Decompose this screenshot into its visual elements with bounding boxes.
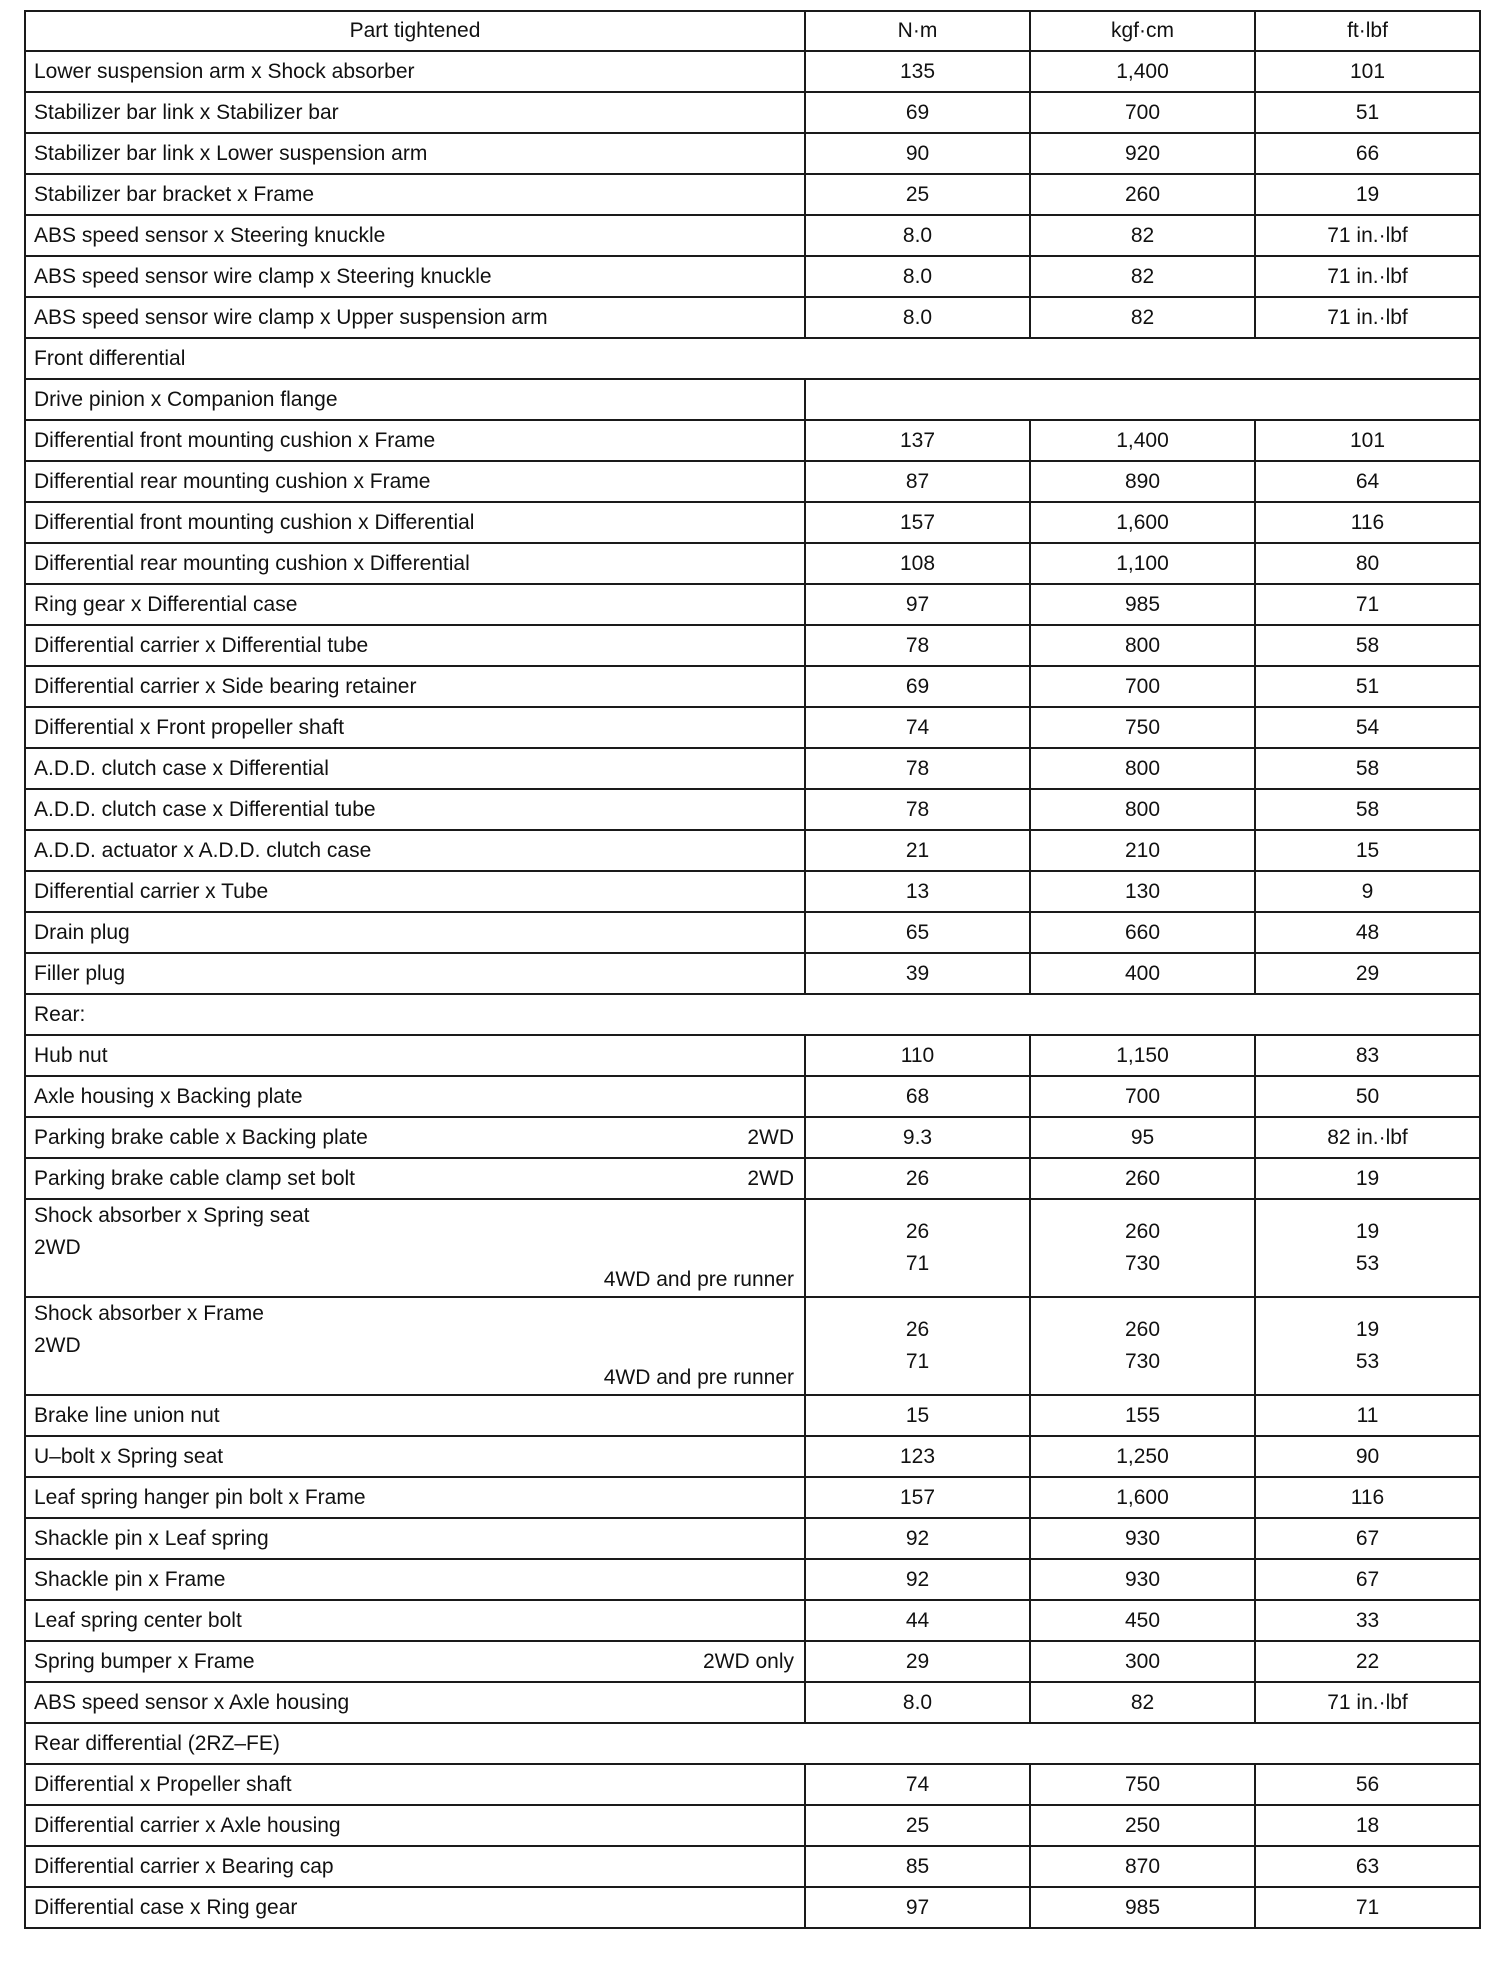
part-cell: Differential carrier x Axle housing bbox=[25, 1805, 805, 1846]
table-row bbox=[25, 830, 1480, 871]
table-row bbox=[25, 1518, 1480, 1559]
part-with-note bbox=[34, 1650, 794, 1674]
ft-cell: 50 bbox=[1255, 1076, 1480, 1117]
kgf-cell: 930 bbox=[1030, 1518, 1255, 1559]
table-row bbox=[25, 1641, 1480, 1682]
ft-cell: 22 bbox=[1255, 1641, 1480, 1682]
table-row bbox=[25, 912, 1480, 953]
table-row bbox=[25, 51, 1480, 92]
nm-cell: 85 bbox=[805, 1846, 1030, 1887]
kgf-cell: 300 bbox=[1030, 1641, 1255, 1682]
ft-cell bbox=[1255, 1199, 1480, 1297]
kgf-cell: 985 bbox=[1030, 584, 1255, 625]
table-row bbox=[25, 953, 1480, 994]
part-cell: ABS speed sensor wire clamp x Upper suspension arm bbox=[25, 297, 805, 338]
ft-cell: 116 bbox=[1255, 502, 1480, 543]
table-row bbox=[25, 256, 1480, 297]
section-row-front-differential bbox=[25, 338, 1480, 379]
ft-cell: 82 in.·lbf bbox=[1255, 1117, 1480, 1158]
kgf-cell: 450 bbox=[1030, 1600, 1255, 1641]
table-row bbox=[25, 1436, 1480, 1477]
kgf-cell: 400 bbox=[1030, 953, 1255, 994]
ft-cell: 71 in.·lbf bbox=[1255, 297, 1480, 338]
header-kgfcm: kgf·cm bbox=[1030, 11, 1255, 51]
part-cell: Differential carrier x Differential tube bbox=[25, 625, 805, 666]
part-cell bbox=[25, 1158, 805, 1199]
section-row-rear-differential bbox=[25, 1723, 1480, 1764]
table-row bbox=[25, 1600, 1480, 1641]
part-cell: A.D.D. actuator x A.D.D. clutch case bbox=[25, 830, 805, 871]
part-label: Parking brake cable x Backing plate bbox=[34, 1125, 368, 1149]
nm-cell: 97 bbox=[805, 1887, 1030, 1928]
part-cell: Shackle pin x Leaf spring bbox=[25, 1518, 805, 1559]
ft-cell: 71 in.·lbf bbox=[1255, 1682, 1480, 1723]
ft-cell: 71 bbox=[1255, 1887, 1480, 1928]
kgf-cell: 700 bbox=[1030, 666, 1255, 707]
ft-value: 53 bbox=[1355, 1252, 1380, 1275]
ft-cell: 71 in.·lbf bbox=[1255, 256, 1480, 297]
ft-cell: 83 bbox=[1255, 1035, 1480, 1076]
ft-cell: 67 bbox=[1255, 1518, 1480, 1559]
ft-cell: 54 bbox=[1255, 707, 1480, 748]
table-row bbox=[25, 502, 1480, 543]
ft-cell: 58 bbox=[1255, 789, 1480, 830]
ft-cell: 18 bbox=[1255, 1805, 1480, 1846]
kgf-cell: 82 bbox=[1030, 1682, 1255, 1723]
part-cell: Differential carrier x Side bearing retainer bbox=[25, 666, 805, 707]
table-row bbox=[25, 461, 1480, 502]
ft-value: 19 bbox=[1355, 1220, 1380, 1243]
ft-cell: 63 bbox=[1255, 1846, 1480, 1887]
ft-cell: 101 bbox=[1255, 51, 1480, 92]
ft-cell: 90 bbox=[1255, 1436, 1480, 1477]
nm-cell: 108 bbox=[805, 543, 1030, 584]
header-part: Part tightened bbox=[25, 11, 805, 51]
part-label: Parking brake cable clamp set bolt bbox=[34, 1166, 355, 1190]
kgf-cell bbox=[1030, 1297, 1255, 1395]
ft-cell: 51 bbox=[1255, 92, 1480, 133]
part-cell: Stabilizer bar link x Stabilizer bar bbox=[25, 92, 805, 133]
part-cell: ABS speed sensor wire clamp x Steering knuckle bbox=[25, 256, 805, 297]
nm-cell bbox=[805, 1199, 1030, 1297]
ft-cell: 56 bbox=[1255, 1764, 1480, 1805]
nm-cell bbox=[805, 1297, 1030, 1395]
table-row bbox=[25, 1559, 1480, 1600]
nm-cell: 25 bbox=[805, 174, 1030, 215]
ft-cell: 58 bbox=[1255, 625, 1480, 666]
variant-note: 2WD bbox=[34, 1236, 81, 1259]
part-cell bbox=[25, 1641, 805, 1682]
kgf-cell bbox=[1030, 1199, 1255, 1297]
part-cell: A.D.D. clutch case x Differential tube bbox=[25, 789, 805, 830]
table-row bbox=[25, 1805, 1480, 1846]
part-lines bbox=[34, 1298, 794, 1394]
kgf-cell: 750 bbox=[1030, 707, 1255, 748]
header-nm: N·m bbox=[805, 11, 1030, 51]
ft-cell: 67 bbox=[1255, 1559, 1480, 1600]
kgf-cell: 800 bbox=[1030, 625, 1255, 666]
nm-value: 71 bbox=[905, 1350, 930, 1373]
table-row bbox=[25, 1846, 1480, 1887]
part-line-1 bbox=[34, 1298, 794, 1362]
nm-cell: 157 bbox=[805, 1477, 1030, 1518]
kgf-cell: 700 bbox=[1030, 1076, 1255, 1117]
table-row bbox=[25, 1395, 1480, 1436]
variant-note: 2WD bbox=[747, 1166, 794, 1190]
ft-cell: 11 bbox=[1255, 1395, 1480, 1436]
kgf-cell: 260 bbox=[1030, 174, 1255, 215]
nm-value: 26 bbox=[905, 1318, 930, 1341]
kgf-cell: 250 bbox=[1030, 1805, 1255, 1846]
table-row bbox=[25, 625, 1480, 666]
table-row bbox=[25, 543, 1480, 584]
table-row bbox=[25, 1158, 1480, 1199]
nm-value: 71 bbox=[905, 1252, 930, 1275]
part-cell: Differential x Front propeller shaft bbox=[25, 707, 805, 748]
nm-cell: 68 bbox=[805, 1076, 1030, 1117]
part-cell: Lower suspension arm x Shock absorber bbox=[25, 51, 805, 92]
kgf-cell: 82 bbox=[1030, 297, 1255, 338]
ft-cell: 15 bbox=[1255, 830, 1480, 871]
part-cell: Hub nut bbox=[25, 1035, 805, 1076]
part-cell: U–bolt x Spring seat bbox=[25, 1436, 805, 1477]
nm-cell: 78 bbox=[805, 789, 1030, 830]
table-row bbox=[25, 1477, 1480, 1518]
part-with-note bbox=[34, 1167, 794, 1191]
nm-cell: 25 bbox=[805, 1805, 1030, 1846]
variant-note: 4WD and pre runner bbox=[603, 1366, 794, 1389]
kgf-cell: 82 bbox=[1030, 256, 1255, 297]
ft-cell: 51 bbox=[1255, 666, 1480, 707]
ft-cell: 64 bbox=[1255, 461, 1480, 502]
ft-cell: 80 bbox=[1255, 543, 1480, 584]
table-row bbox=[25, 1887, 1480, 1928]
table-row bbox=[25, 1297, 1480, 1395]
part-label: Shock absorber x Spring seat bbox=[34, 1204, 310, 1227]
nm-cell: 137 bbox=[805, 420, 1030, 461]
nm-cell: 110 bbox=[805, 1035, 1030, 1076]
section-label: Front differential bbox=[25, 338, 1480, 379]
part-cell bbox=[25, 1199, 805, 1297]
variant-note: 2WD only bbox=[702, 1649, 794, 1673]
table-row bbox=[25, 1764, 1480, 1805]
kgf-cell: 920 bbox=[1030, 133, 1255, 174]
part-cell: ABS speed sensor x Axle housing bbox=[25, 1682, 805, 1723]
table-row bbox=[25, 748, 1480, 789]
nm-cell: 157 bbox=[805, 502, 1030, 543]
table-row bbox=[25, 215, 1480, 256]
ft-cell: 19 bbox=[1255, 174, 1480, 215]
part-with-note bbox=[34, 1126, 794, 1150]
table-row bbox=[25, 174, 1480, 215]
kgf-cell: 1,600 bbox=[1030, 1477, 1255, 1518]
section-row-rear bbox=[25, 994, 1480, 1035]
kgf-cell: 1,250 bbox=[1030, 1436, 1255, 1477]
nm-cell: 92 bbox=[805, 1518, 1030, 1559]
ft-cell: 71 bbox=[1255, 584, 1480, 625]
nm-cell: 8.0 bbox=[805, 215, 1030, 256]
part-label: Spring bumper x Frame bbox=[34, 1649, 255, 1673]
part-line-1 bbox=[34, 1200, 794, 1264]
kgf-cell: 155 bbox=[1030, 1395, 1255, 1436]
part-cell: Stabilizer bar bracket x Frame bbox=[25, 174, 805, 215]
ft-cell: 116 bbox=[1255, 1477, 1480, 1518]
part-cell: Leaf spring center bolt bbox=[25, 1600, 805, 1641]
kgf-cell: 1,100 bbox=[1030, 543, 1255, 584]
table-row bbox=[25, 1035, 1480, 1076]
part-cell: Brake line union nut bbox=[25, 1395, 805, 1436]
kgf-cell: 930 bbox=[1030, 1559, 1255, 1600]
kgf-cell: 750 bbox=[1030, 1764, 1255, 1805]
nm-cell: 69 bbox=[805, 92, 1030, 133]
nm-cell: 74 bbox=[805, 1764, 1030, 1805]
table-row bbox=[25, 379, 1480, 420]
ft-cell: 101 bbox=[1255, 420, 1480, 461]
kgf-cell: 1,600 bbox=[1030, 502, 1255, 543]
ft-cell: 71 in.·lbf bbox=[1255, 215, 1480, 256]
header-ftlbf: ft·lbf bbox=[1255, 11, 1480, 51]
part-cell: Filler plug bbox=[25, 953, 805, 994]
nm-cell: 78 bbox=[805, 748, 1030, 789]
nm-cell: 8.0 bbox=[805, 256, 1030, 297]
kgf-value: 730 bbox=[1124, 1252, 1161, 1275]
torque-spec-table-wrapper bbox=[24, 10, 1479, 1929]
kgf-cell: 1,400 bbox=[1030, 51, 1255, 92]
part-cell: Leaf spring hanger pin bolt x Frame bbox=[25, 1477, 805, 1518]
part-cell: Differential rear mounting cushion x Differential bbox=[25, 543, 805, 584]
part-cell: Differential x Propeller shaft bbox=[25, 1764, 805, 1805]
nm-cell: 9.3 bbox=[805, 1117, 1030, 1158]
part-cell: ABS speed sensor x Steering knuckle bbox=[25, 215, 805, 256]
section-label: Rear: bbox=[25, 994, 1480, 1035]
kgf-cell: 660 bbox=[1030, 912, 1255, 953]
ft-cell: 29 bbox=[1255, 953, 1480, 994]
kgf-cell: 870 bbox=[1030, 1846, 1255, 1887]
ft-cell bbox=[1255, 1297, 1480, 1395]
kgf-cell: 260 bbox=[1030, 1158, 1255, 1199]
ft-value: 53 bbox=[1355, 1350, 1380, 1373]
nm-cell: 44 bbox=[805, 1600, 1030, 1641]
kgf-cell: 985 bbox=[1030, 1887, 1255, 1928]
part-cell: Shackle pin x Frame bbox=[25, 1559, 805, 1600]
table-row bbox=[25, 133, 1480, 174]
part-cell: Differential front mounting cushion x Differential bbox=[25, 502, 805, 543]
nm-cell: 65 bbox=[805, 912, 1030, 953]
ft-cell: 19 bbox=[1255, 1158, 1480, 1199]
nm-cell: 87 bbox=[805, 461, 1030, 502]
part-cell: Differential case x Ring gear bbox=[25, 1887, 805, 1928]
variant-note: 2WD bbox=[747, 1125, 794, 1149]
part-lines bbox=[34, 1200, 794, 1296]
nm-cell: 21 bbox=[805, 830, 1030, 871]
nm-cell: 90 bbox=[805, 133, 1030, 174]
kgf-value: 260 bbox=[1124, 1220, 1161, 1243]
table-row bbox=[25, 1076, 1480, 1117]
nm-cell: 8.0 bbox=[805, 1682, 1030, 1723]
kgf-cell: 890 bbox=[1030, 461, 1255, 502]
part-cell: Ring gear x Differential case bbox=[25, 584, 805, 625]
nm-cell: 74 bbox=[805, 707, 1030, 748]
ft-cell: 9 bbox=[1255, 871, 1480, 912]
kgf-value: 260 bbox=[1124, 1318, 1161, 1341]
ft-cell: 48 bbox=[1255, 912, 1480, 953]
table-row bbox=[25, 1117, 1480, 1158]
nm-cell: 26 bbox=[805, 1158, 1030, 1199]
section-label: Rear differential (2RZ–FE) bbox=[25, 1723, 1480, 1764]
part-cell: Stabilizer bar link x Lower suspension arm bbox=[25, 133, 805, 174]
kgf-cell: 210 bbox=[1030, 830, 1255, 871]
table-row bbox=[25, 92, 1480, 133]
variant-note: 2WD bbox=[34, 1334, 81, 1357]
part-cell: Differential front mounting cushion x Frame bbox=[25, 420, 805, 461]
table-row bbox=[25, 1199, 1480, 1297]
part-cell: Differential carrier x Bearing cap bbox=[25, 1846, 805, 1887]
table-row bbox=[25, 666, 1480, 707]
part-cell: Differential carrier x Tube bbox=[25, 871, 805, 912]
table-row bbox=[25, 789, 1480, 830]
header-row bbox=[25, 11, 1480, 51]
nm-cell: 135 bbox=[805, 51, 1030, 92]
part-cell bbox=[25, 1297, 805, 1395]
part-cell: Axle housing x Backing plate bbox=[25, 1076, 805, 1117]
part-cell: Drive pinion x Companion flange bbox=[25, 379, 805, 420]
empty-value-cell bbox=[805, 379, 1480, 420]
ft-cell: 66 bbox=[1255, 133, 1480, 174]
kgf-cell: 130 bbox=[1030, 871, 1255, 912]
part-label: Shock absorber x Frame bbox=[34, 1302, 264, 1325]
nm-cell: 13 bbox=[805, 871, 1030, 912]
table-row bbox=[25, 420, 1480, 461]
nm-cell: 8.0 bbox=[805, 297, 1030, 338]
nm-cell: 69 bbox=[805, 666, 1030, 707]
table-row bbox=[25, 707, 1480, 748]
nm-cell: 92 bbox=[805, 1559, 1030, 1600]
part-cell bbox=[25, 1117, 805, 1158]
kgf-cell: 700 bbox=[1030, 92, 1255, 133]
nm-cell: 78 bbox=[805, 625, 1030, 666]
variant-note: 4WD and pre runner bbox=[603, 1268, 794, 1291]
kgf-cell: 1,150 bbox=[1030, 1035, 1255, 1076]
table-row bbox=[25, 1682, 1480, 1723]
kgf-cell: 1,400 bbox=[1030, 420, 1255, 461]
kgf-value: 730 bbox=[1124, 1350, 1161, 1373]
torque-spec-table bbox=[24, 10, 1481, 1929]
nm-cell: 97 bbox=[805, 584, 1030, 625]
ft-cell: 33 bbox=[1255, 1600, 1480, 1641]
nm-value: 26 bbox=[905, 1220, 930, 1243]
nm-cell: 39 bbox=[805, 953, 1030, 994]
nm-cell: 15 bbox=[805, 1395, 1030, 1436]
kgf-cell: 82 bbox=[1030, 215, 1255, 256]
table-row bbox=[25, 297, 1480, 338]
kgf-cell: 800 bbox=[1030, 789, 1255, 830]
table-row bbox=[25, 584, 1480, 625]
kgf-cell: 800 bbox=[1030, 748, 1255, 789]
nm-cell: 123 bbox=[805, 1436, 1030, 1477]
ft-cell: 58 bbox=[1255, 748, 1480, 789]
part-cell: A.D.D. clutch case x Differential bbox=[25, 748, 805, 789]
table-row bbox=[25, 871, 1480, 912]
kgf-cell: 95 bbox=[1030, 1117, 1255, 1158]
part-cell: Drain plug bbox=[25, 912, 805, 953]
nm-cell: 29 bbox=[805, 1641, 1030, 1682]
ft-value: 19 bbox=[1355, 1318, 1380, 1341]
part-cell: Differential rear mounting cushion x Frame bbox=[25, 461, 805, 502]
